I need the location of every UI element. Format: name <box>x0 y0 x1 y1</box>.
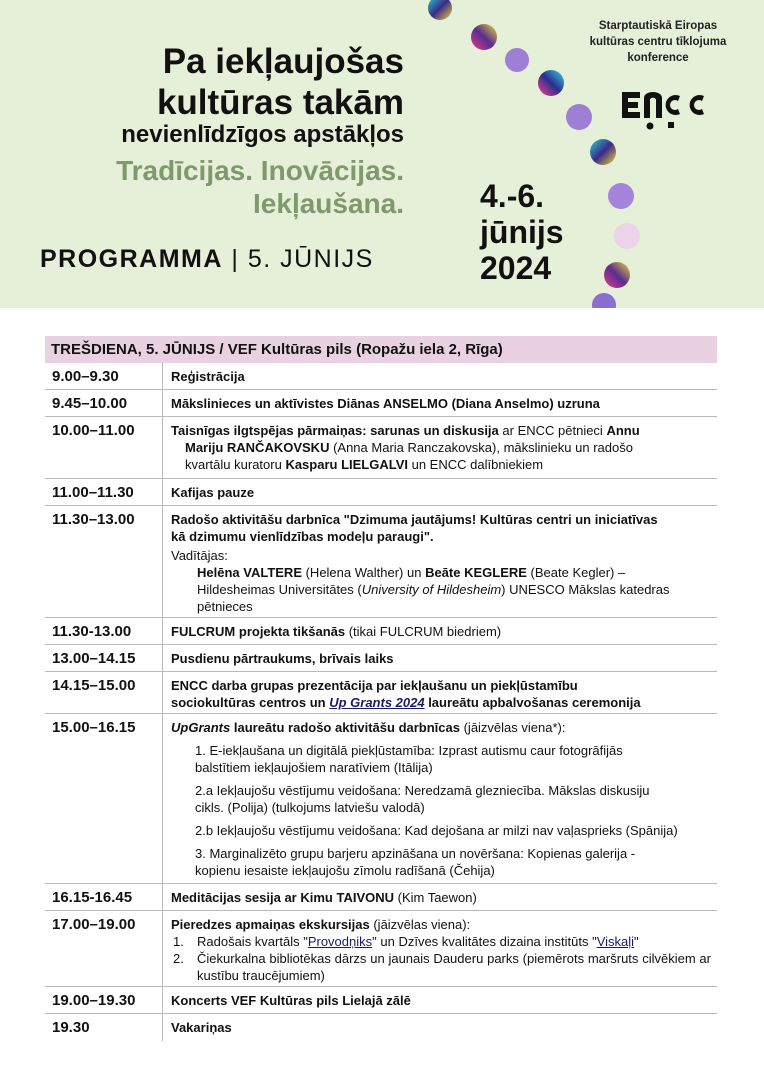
tagline-line-1: Tradīcijas. Inovācijas. <box>116 155 404 186</box>
session-desc <box>163 479 717 505</box>
workshop-option: 1. E-iekļaušana un digitālā piekļūstamība: Izprast autismu caur fotogrāfijās balstītiem iekļaujošiem naratīviem (Itālija) <box>195 743 623 775</box>
workshop-option: 2.b Iekļaujošu vēstījumu veidošana: Kad dejošana ar milzi nav vaļasprieks (Spānija) <box>195 823 678 838</box>
schedule-row <box>45 390 717 417</box>
provodniks-link[interactable]: Provodņiks <box>307 934 373 949</box>
schedule-row <box>45 672 717 714</box>
dot <box>538 70 564 96</box>
dates-line-1: 4.-6. <box>480 178 545 214</box>
dates-line-3: 2024 <box>480 250 552 286</box>
conference-line-1: Starptautiskā Eiropas <box>598 20 718 32</box>
session-time: 13.00–14.15 <box>45 645 163 671</box>
session-time: 11.30-13.00 <box>45 618 163 644</box>
schedule-row <box>45 987 717 1014</box>
dot <box>428 0 452 20</box>
session-desc: ENCC darba grupas prezentācija par iekļaušanu un piekļūstamību sociokultūras centros un Up Grants 2024 laureātu apbalvošanas ceremonija <box>171 678 641 710</box>
tour-item: 2. Čiekurkalna bibliotēkas dārzs un jaunais Dauderu parks (piemērots maršruts cilvēkiem ar kustību traucējumiem) <box>173 951 711 983</box>
schedule-table <box>45 336 717 1041</box>
program-word: PROGRAMMA <box>40 245 223 273</box>
session-title: Meditācijas sesija ar Kimu TAIVONU <box>171 890 394 905</box>
schedule-row <box>45 1014 717 1041</box>
session-time: 17.00–19.00 <box>45 911 163 986</box>
dot <box>614 223 640 249</box>
title-line-2: kultūras takām <box>156 83 404 122</box>
session-desc: Pieredzes apmaiņas ekskursijas (jāizvēlas viena): 1. Radošais kvartāls "Provodņiks" un Dzīves kvalitātes dizaina institūts "Viskaļi" 2. Čiekurkalna bibliotēkas dārzs un jaunais Dauderu parks (piemērots maršruts cilvēkiem ar kustību traucējumiem) <box>171 917 711 983</box>
dot <box>505 48 529 72</box>
schedule-row <box>45 645 717 672</box>
tour-item: 1. Radošais kvartāls "Provodņiks" un Dzīves kvalitātes dizaina institūts "Viskaļi" <box>173 934 639 949</box>
session-time: 11.00–11.30 <box>45 479 163 505</box>
program-separator: | <box>222 245 248 273</box>
dot <box>566 104 592 130</box>
session-time: 9.00–9.30 <box>45 363 163 389</box>
dates-line-2: jūnijs <box>480 214 564 250</box>
session-desc <box>163 645 717 671</box>
upgrants-link[interactable]: Up Grants 2024 <box>329 695 425 710</box>
tagline-line-2: Iekļaušana. <box>253 188 404 219</box>
session-title: Mākslinieces un aktīvistes Diānas ANSELMO (Diana Anselmo) uzruna <box>171 396 600 411</box>
session-time: 19.30 <box>45 1014 163 1041</box>
dot <box>604 262 630 288</box>
session-desc <box>163 884 717 910</box>
session-time: 14.15–15.00 <box>45 672 163 713</box>
conference-line-3: konference <box>627 52 689 64</box>
session-time: 15.00–16.15 <box>45 714 163 883</box>
session-desc <box>163 390 717 416</box>
schedule-row <box>45 884 717 911</box>
event-dates <box>480 178 564 286</box>
schedule-row <box>45 714 717 884</box>
session-desc <box>163 987 717 1013</box>
session-time: 11.30–13.00 <box>45 506 163 617</box>
dot <box>590 139 616 165</box>
schedule-row <box>45 363 717 390</box>
viskali-link[interactable]: Viskaļi <box>596 934 635 949</box>
conference-line-2: kultūras centru tīklojuma <box>589 36 727 48</box>
title-line-1: Pa iekļaujošas <box>162 42 404 81</box>
session-note: (Kim Taewon) <box>394 890 477 905</box>
session-title: Pusdienu pārtraukums, brīvais laiks <box>171 651 394 666</box>
session-time: 10.00–11.00 <box>45 417 163 478</box>
session-desc <box>163 618 717 644</box>
dot <box>608 183 634 209</box>
dot <box>471 24 497 50</box>
session-title: Kafijas pauze <box>171 485 255 500</box>
session-title: Koncerts VEF Kultūras pils Lielajā zālē <box>171 993 411 1008</box>
session-time: 19.00–19.30 <box>45 987 163 1013</box>
schedule-row <box>45 417 717 479</box>
session-title: Reģistrācija <box>171 369 245 384</box>
program-label <box>40 244 374 274</box>
dot <box>592 293 616 308</box>
session-desc: Taisnīgas ilgtspējas pārmaiņas: sarunas un diskusija ar ENCC pētnieci Annu Mariju RANČAKOVSKU (Anna Maria Ranczakovska), mākslinieku un radošo kvartālu kuratoru Kasparu LIELGALVI un ENCC dalībniekiem <box>171 423 640 472</box>
session-time: 16.15-16.45 <box>45 884 163 910</box>
schedule-row <box>45 618 717 645</box>
day-header: TREŠDIENA, 5. JŪNIJS / VEF Kultūras pils (Ropažu iela 2, Rīga) <box>45 336 717 363</box>
conference-label <box>578 18 738 66</box>
title-line-3: nevienlīdzīgos apstākļos <box>121 121 404 148</box>
header-banner <box>0 0 764 308</box>
session-desc <box>163 1014 717 1041</box>
session-title: Vakariņas <box>171 1020 232 1035</box>
session-note: (tikai FULCRUM biedriem) <box>345 624 502 639</box>
session-desc <box>163 363 717 389</box>
program-day: 5. JŪNIJS <box>247 245 374 273</box>
session-time: 9.45–10.00 <box>45 390 163 416</box>
schedule-row <box>45 479 717 506</box>
schedule-row <box>45 911 717 987</box>
encc-logo-icon <box>620 88 706 132</box>
session-title: FULCRUM projekta tikšanās <box>171 624 346 639</box>
workshop-option: 2.a Iekļaujošu vēstījumu veidošana: Neredzamā glezniecība. Mākslas diskusiju cikls. (Polija) (tulkojums latviešu valodā) <box>195 783 650 815</box>
schedule-row <box>45 506 717 618</box>
session-desc: UpGrants laureātu radošo aktivitāšu darbnīcas (jāizvēlas viena*): 1. E-iekļaušana un digitālā piekļūstamība: Izprast autismu caur fotogrāfijās balstītiem iekļaujošiem naratīviem (Itālija) 2.a Iekļaujošu vēstījumu veidošana: Neredzamā glezniecība. Mākslas diskusiju cikls. (Polija) (tulkojums latviešu valodā) 2.b Iekļaujošu vēstījumu veidošana: Kad dejošana ar milzi nav vaļasprieks (Spānija) 3. Marginalizēto grupu barjeru apzināšana un novēršana: Kopienas galerija - kopienu iesaiste iekļaujošu zīmolu radīšanā (Čehija) <box>163 714 717 883</box>
session-desc: Radošo aktivitāšu darbnīca "Dzimuma jautājums! Kultūras centri un iniciatīvas kā dzimumu vienlīdzības modeļu paraugi". Vadītājas: Helēna VALTERE (Helena Walther) un Beāte KEGLERE (Beate Kegler) – Hildesheimas Universitātes (University of Hildesheim) UNESCO Mākslas katedras pētnieces <box>171 512 670 614</box>
workshop-option: 3. Marginalizēto grupu barjeru apzināšana un novēršana: Kopienas galerija - kopienu iesaiste iekļaujošu zīmolu radīšanā (Čehija) <box>195 846 636 878</box>
